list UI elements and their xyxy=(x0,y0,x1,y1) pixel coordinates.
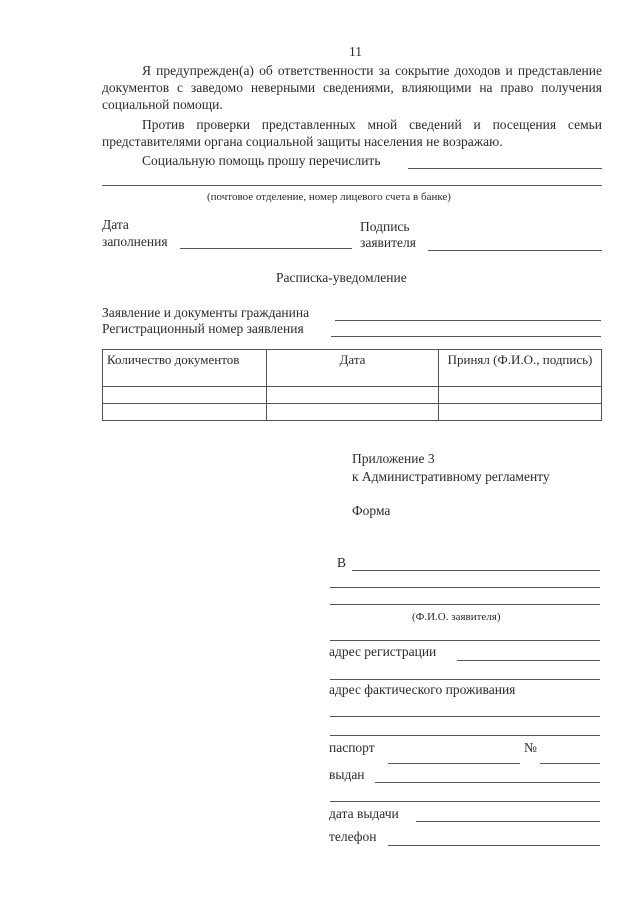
to-label: В xyxy=(337,555,347,570)
actual-address-line[interactable] xyxy=(330,716,600,717)
actual-address-line-2[interactable] xyxy=(330,735,600,736)
table-row xyxy=(103,387,602,404)
number-sign: № xyxy=(524,740,537,755)
transfer-hint: (почтовое отделение, номер лицевого счета в банке) xyxy=(207,191,451,203)
receipt-field-1-label: Заявление и документы гражданина xyxy=(102,305,310,320)
registration-address-line[interactable] xyxy=(457,660,600,661)
signature-label-1: Подпись xyxy=(360,219,410,234)
passport-label: паспорт xyxy=(329,740,375,755)
header-doc-count: Количество документов xyxy=(103,350,267,387)
table-header-row xyxy=(103,350,602,387)
signature-input-line[interactable] xyxy=(428,250,602,251)
transfer-input-line-2[interactable] xyxy=(102,185,602,186)
table-cell[interactable] xyxy=(267,387,439,404)
warning-text: Я предупрежден(а) об ответственности за сокрытие доходов и представление документов с заведомо неверными сведениями, влияющими на право получения социальной помощи. xyxy=(102,63,602,112)
receipt-field-2-label: Регистрационный номер заявления xyxy=(102,321,304,336)
consent-paragraph xyxy=(102,116,602,150)
page-number: 11 xyxy=(349,44,362,59)
fio-hint: (Ф.И.О. заявителя) xyxy=(412,611,501,623)
date-input-line[interactable] xyxy=(180,248,352,249)
table-cell[interactable] xyxy=(439,387,602,404)
transfer-label: Социальную помощь прошу перечислить xyxy=(142,153,381,168)
appendix-subtitle: к Административному регламенту xyxy=(352,469,550,484)
receipt-table xyxy=(102,349,602,421)
actual-address-label: адрес фактического проживания xyxy=(329,682,516,697)
table-cell[interactable] xyxy=(103,387,267,404)
registration-address-line-2[interactable] xyxy=(330,679,600,680)
date-label-2: заполнения xyxy=(102,234,168,249)
receipt-field-1-line[interactable] xyxy=(335,320,601,321)
header-date: Дата xyxy=(267,350,439,387)
receipt-title: Расписка-уведомление xyxy=(276,270,407,285)
table-row xyxy=(103,404,602,421)
receipt-field-2-line[interactable] xyxy=(331,336,601,337)
appendix-title: Приложение 3 xyxy=(352,451,435,466)
phone-label: телефон xyxy=(329,829,377,844)
issue-date-line[interactable] xyxy=(416,821,600,822)
fio-input-line[interactable] xyxy=(330,640,600,641)
issue-date-label: дата выдачи xyxy=(329,806,399,821)
to-input-line[interactable] xyxy=(352,570,600,571)
phone-line[interactable] xyxy=(388,845,600,846)
date-label-1: Дата xyxy=(102,217,129,232)
passport-series-line[interactable] xyxy=(388,763,520,764)
signature-label-2: заявителя xyxy=(360,235,416,250)
table-cell[interactable] xyxy=(103,404,267,421)
table-cell[interactable] xyxy=(439,404,602,421)
issued-by-label: выдан xyxy=(329,767,365,782)
to-input-line-2[interactable] xyxy=(330,587,600,588)
registration-address-label: адрес регистрации xyxy=(329,644,437,659)
issued-by-line-2[interactable] xyxy=(330,801,600,802)
consent-text: Против проверки представленных мной сведений и посещения семьи представителями органа социальной защиты населения не возражаю. xyxy=(102,117,602,149)
form-label: Форма xyxy=(352,503,391,518)
header-accepted-by: Принял (Ф.И.О., подпись) xyxy=(439,350,602,387)
warning-paragraph xyxy=(102,62,602,113)
passport-number-line[interactable] xyxy=(540,763,600,764)
transfer-input-line[interactable] xyxy=(408,168,602,169)
issued-by-line[interactable] xyxy=(375,782,600,783)
table-cell[interactable] xyxy=(267,404,439,421)
to-input-line-3[interactable] xyxy=(330,604,600,605)
